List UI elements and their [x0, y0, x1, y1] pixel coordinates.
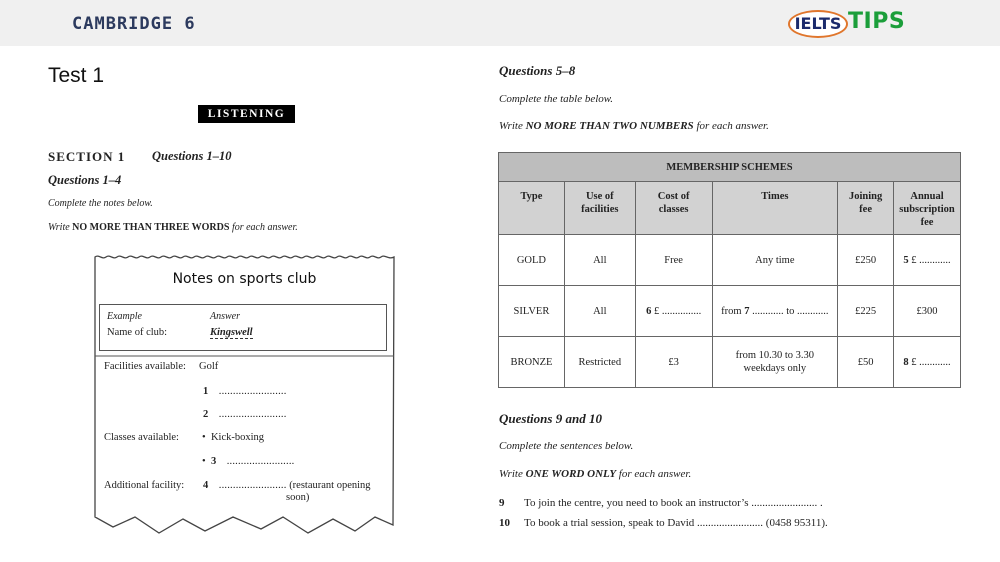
silver-use: All: [564, 286, 635, 337]
classes-label: Classes available:: [104, 432, 179, 443]
questions-9-10-heading: Questions 9 and 10: [499, 411, 602, 426]
instruction-one-word: Write ONE WORD ONLY for each answer.: [499, 468, 692, 480]
class-kickboxing: • Kick-boxing: [202, 432, 265, 443]
silver-annual: £300: [894, 286, 961, 337]
gold-use: All: [564, 235, 635, 286]
silver-cost: 6 £ ...............: [635, 286, 712, 337]
logo-tips-text: TIPS: [848, 9, 906, 34]
table-row: [499, 235, 961, 286]
club-name-label: Name of club:: [107, 327, 168, 338]
questions-1-4-heading: Questions 1–4: [48, 173, 122, 187]
table-caption: MEMBERSHIP SCHEMES: [499, 153, 961, 182]
book-title: CAMBRIDGE 6: [72, 14, 196, 34]
bronze-use: Restricted: [564, 337, 635, 388]
table-row: [499, 286, 961, 337]
sentence-question-10: 10 To book a trial session, speak to David ........................ (0458 95311).: [499, 517, 828, 529]
test-title: Test 1: [48, 64, 105, 87]
header-times: Times: [712, 182, 838, 235]
silver-joining: £225: [838, 286, 894, 337]
gold-times: Any time: [712, 235, 838, 286]
gold-annual: 5 £ ............: [894, 235, 961, 286]
header-annual: Annual subscription fee: [894, 182, 961, 235]
top-banner: [0, 0, 1000, 46]
section-questions: Questions 1–10: [152, 149, 232, 163]
facility-golf: Golf: [199, 361, 219, 372]
note-question-1: 1 ........................: [203, 386, 287, 397]
instruction-word-limit: Write NO MORE THAN THREE WORDS for each answer.: [48, 222, 298, 233]
bronze-type: BRONZE: [499, 337, 565, 388]
answer-label: Answer: [210, 311, 240, 322]
silver-times: from 7 ............ to ............: [712, 286, 838, 337]
bronze-annual: 8 £ ............: [894, 337, 961, 388]
bronze-cost: £3: [635, 337, 712, 388]
logo-ielts-text: IELTS: [788, 10, 848, 38]
additional-facility-label: Additional facility:: [104, 480, 185, 491]
instruction-number-limit: Write NO MORE THAN TWO NUMBERS for each answer.: [499, 120, 769, 132]
club-name-value: Kingswell: [210, 327, 253, 338]
note-q4-hint: soon): [286, 492, 310, 503]
instruction-complete-notes: Complete the notes below.: [48, 198, 153, 209]
instruction-complete-table: Complete the table below.: [499, 93, 614, 105]
listening-label: LISTENING: [198, 105, 295, 123]
header-joining: Joining fee: [838, 182, 894, 235]
example-box: [99, 304, 387, 351]
header-cost: Cost of classes: [635, 182, 712, 235]
bronze-times: from 10.30 to 3.30 weekdays only: [712, 337, 838, 388]
gold-cost: Free: [635, 235, 712, 286]
facilities-label: Facilities available:: [104, 361, 186, 372]
questions-5-8-heading: Questions 5–8: [499, 63, 576, 78]
silver-type: SILVER: [499, 286, 565, 337]
sentence-question-9: 9 To join the centre, you need to book an instructor’s ........................ .: [499, 497, 823, 509]
membership-table: [498, 152, 961, 388]
gold-joining: £250: [838, 235, 894, 286]
notes-title: Notes on sports club: [172, 271, 317, 287]
gold-type: GOLD: [499, 235, 565, 286]
note-question-4: 4 ........................ (restaurant opening: [203, 480, 371, 491]
bronze-joining: £50: [838, 337, 894, 388]
ielts-tips-logo: [786, 8, 918, 42]
table-header-row: [499, 182, 961, 235]
table-caption-row: [499, 153, 961, 182]
notes-card: [93, 255, 396, 535]
note-question-2: 2 ........................: [203, 409, 287, 420]
example-label: Example: [107, 311, 142, 322]
note-question-3: • 3 ........................: [202, 456, 295, 467]
header-use: Use of facilities: [564, 182, 635, 235]
header-type: Type: [499, 182, 565, 235]
table-row: [499, 337, 961, 388]
section-label: SECTION 1: [48, 149, 126, 164]
instruction-complete-sentences: Complete the sentences below.: [499, 440, 634, 452]
